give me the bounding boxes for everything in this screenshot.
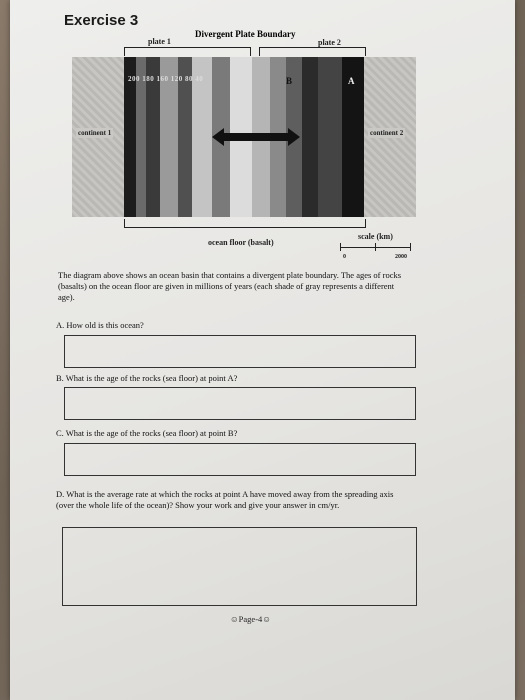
point-a-label: A <box>348 76 355 86</box>
plate1-label: plate 1 <box>148 37 171 46</box>
continent1-label: continent 1 <box>78 129 112 137</box>
scale-label: scale (km) <box>358 232 393 241</box>
exercise-title: Exercise 3 <box>64 12 139 29</box>
spreading-arrow-icon <box>212 128 300 146</box>
ocean-floor-stripe <box>318 57 342 217</box>
scale-max: 2000 <box>395 254 407 260</box>
plate1-brace <box>124 47 251 56</box>
age-labels: 200 180 160 120 80 40 <box>128 75 204 83</box>
scale-tick-end <box>410 243 411 251</box>
plate2-brace <box>259 47 366 56</box>
answer-box-d[interactable] <box>62 527 417 606</box>
question-d: D. What is the average rate at which the rocks at point A have moved away from the spreading axis (over the whole life of the ocean)? Show your work and give your answer in cm/yr. <box>56 489 394 510</box>
page-footer: ☺Page-4☺ <box>230 614 271 624</box>
diagram-title: Divergent Plate Boundary <box>195 29 296 39</box>
point-b-label: B <box>286 76 293 86</box>
scale-min: 0 <box>343 254 346 260</box>
ocean-floor-brace <box>124 219 366 228</box>
plate2-label: plate 2 <box>318 38 341 47</box>
ocean-floor-label: ocean floor (basalt) <box>208 238 274 247</box>
intro-paragraph: The diagram above shows an ocean basin that contains a divergent plate boundary. The ages of rocks (basalts) on the ocean floor are given in millions of years (each shade of gray represents a different age). <box>58 270 402 302</box>
answer-box-b[interactable] <box>64 387 416 420</box>
continent2-label: continent 2 <box>370 129 404 137</box>
scale-tick-mid <box>375 243 376 251</box>
question-b: B. What is the age of the rocks (sea floor) at point A? <box>56 373 238 383</box>
question-a: A. How old is this ocean? <box>56 320 144 330</box>
scale-tick-start <box>340 243 341 251</box>
answer-box-c[interactable] <box>64 443 416 476</box>
ocean-floor-stripe <box>302 57 318 217</box>
answer-box-a[interactable] <box>64 335 416 368</box>
question-c: C. What is the age of the rocks (sea floor) at point B? <box>56 428 238 438</box>
